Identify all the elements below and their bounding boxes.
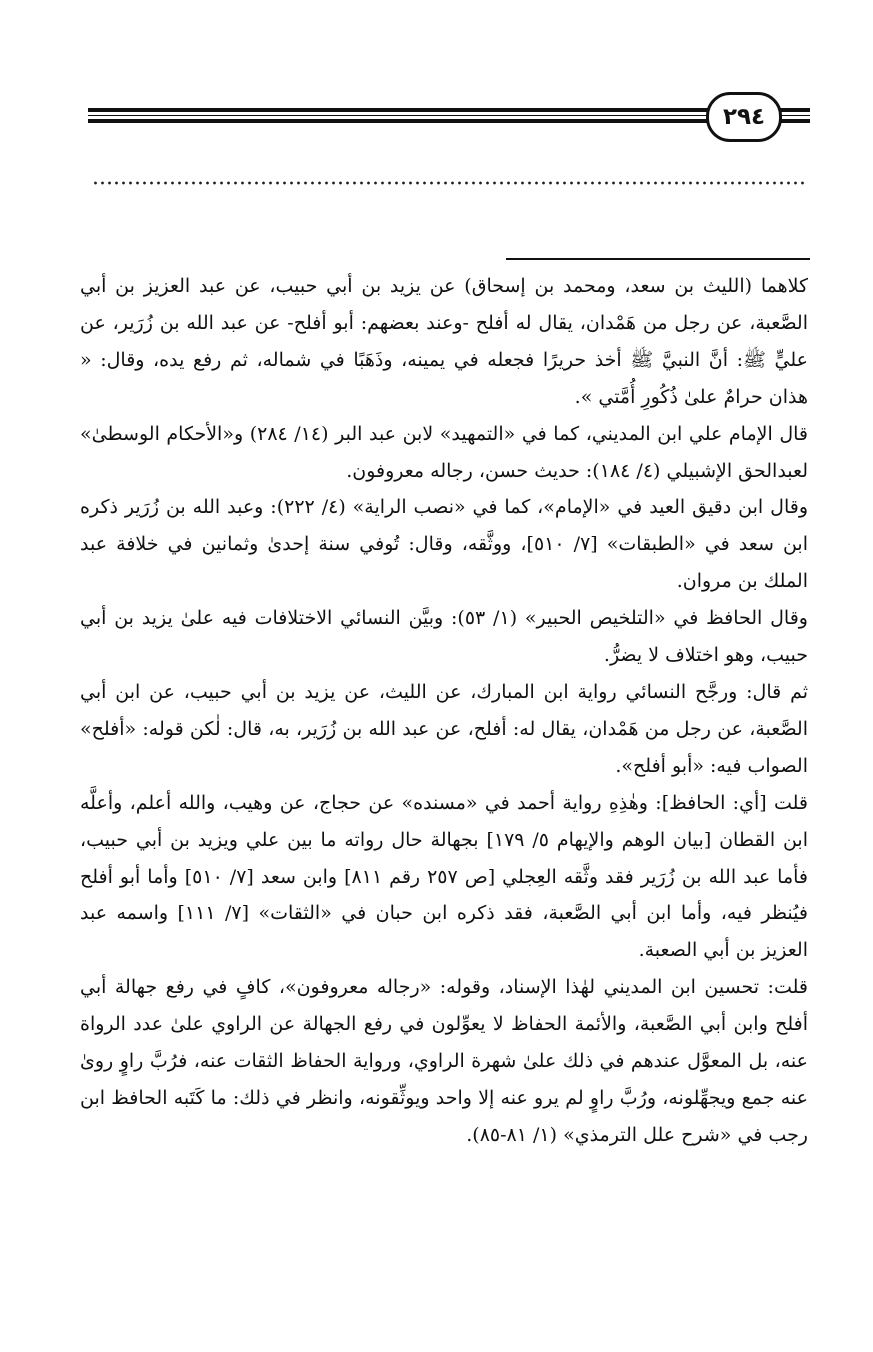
paragraph: كلاهما (الليث بن سعد، ومحمد بن إسحاق) عن يزيد بن أبي حبيب، عن عبد العزيز بن أبي الصَّعبة، عن رجل من هَمْدان، يقال له أفلح -وعند بعضهم: أبو أفلح- عن عبد الله بن زُرَير، عن عليٍّ ﷺ: أنَّ النبيَّ ﷺ أخذ حريرًا فجعله في يمينه، وذَهَبًا في شماله، ثم رفع يده، وقال: « هذان حرامٌ علىٰ ذُكُورِ أُمَّتي ».	[80, 275, 808, 408]
dotted-separator	[92, 180, 804, 186]
paragraph: قلت: تحسين ابن المديني لهٰذا الإسناد، وقوله: «رجاله معروفون»، كافٍ في رفع جهالة أبي أفلح وابن أبي الصَّعبة، والأئمة الحفاظ لا يعوِّلون في رفع الجهالة عن الراوي علىٰ عدد الرواة عنه، بل المعوَّل عندهم في ذلك علىٰ شهرة الراوي، ورواية الحفاظ الثقات عنه، فرُبَّ راوٍ روىٰ عنه جمع ويجهِّلونه، ورُبَّ راوٍ لم يرو عنه إلا واحد ويوثِّقونه، وانظر في ذلك: ما كَتَبه الحافظ ابن رجب في «شرح علل الترمذي» (١/ ٨١-٨٥).	[80, 976, 808, 1146]
footnote-body	[80, 268, 808, 1328]
paragraph: وقال الحافظ في «التلخيص الحبير» (١/ ٥٣): وبيَّن النسائي الاختلافات فيه علىٰ يزيد بن أبي حبيب، وهو اختلاف لا يضرُّ.	[80, 607, 808, 667]
header-rule	[88, 119, 708, 123]
page-header	[88, 92, 810, 140]
paragraph: قلت [أي: الحافظ]: وهٰذِهِ رواية أحمد في «مسنده» عن حجاج، عن وهيب، والله أعلم، وأعلَّه ابن القطان [بيان الوهم والإيهام ٥/ ١٧٩] بجهالة حال رواته ما بين علي ويزيد بن أبي حبيب، فأما عبد الله بن زُرَير فقد وثَّقه العِجلي [ص ٢٥٧ رقم ٨١١] وابن سعد [٧/ ٥١٠] وأما أبو أفلح فيُنظر فيه، وأما ابن أبي الصَّعبة، فقد ذكره ابن حبان في «الثقات» [٧/ ١١١] واسمه عبد العزيز بن أبي الصعبة.	[80, 791, 808, 962]
footnote-rule	[506, 258, 810, 260]
paragraph: ثم قال: ورجَّح النسائي رواية ابن المبارك، عن الليث، عن يزيد بن أبي حبيب، عن ابن أبي الصَّعبة، عن رجل من هَمْدان، يقال له: أفلح، عن عبد الله بن زُرَير، به، قال: لٰكن قوله: «أفلح» الصواب فيه: «أبو أفلح».	[80, 680, 808, 777]
header-rule	[88, 108, 708, 112]
paragraph: وقال ابن دقيق العيد في «الإمام»، كما في «نصب الراية» (٤/ ٢٢٢): وعبد الله بن زُرَير ذكره ابن سعد في «الطبقات» [٧/ ٥١٠]، ووثَّقه، وقال: تُوفي سنة إحدىٰ وثمانين في خلافة عبد الملك بن مروان.	[80, 496, 808, 593]
header-rule	[88, 115, 708, 116]
page-number: ٢٩٤	[706, 92, 782, 142]
paragraph: قال الإمام علي ابن المديني، كما في «التمهيد» لابن عبد البر (١٤/ ٢٨٤) و«الأحكام الوسطىٰ» لعبدالحق الإشبيلي (٤/ ١٨٤): حديث حسن، رجاله معروفون.	[80, 422, 808, 482]
